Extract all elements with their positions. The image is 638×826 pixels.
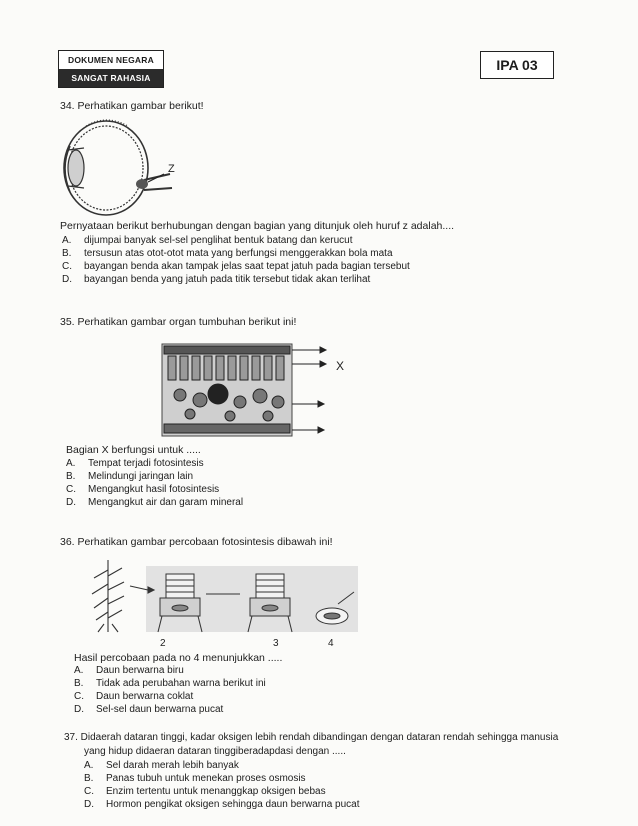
question-34-stem: Pernyataan berikut berhubungan dengan bagian yang ditunjuk oleh huruf z adalah.... (60, 220, 455, 232)
question-36-stem: Hasil percobaan pada no 4 menunjukkan ..... (74, 652, 283, 664)
question-34-title: 34. Perhatikan gambar berikut! (60, 100, 204, 112)
question-36-title: 36. Perhatikan gambar percobaan fotosintesis dibawah ini! (60, 536, 333, 548)
question-35-stem: Bagian X berfungsi untuk ..... (66, 444, 201, 456)
question-35-title: 35. Perhatikan gambar organ tumbuhan berikut ini! (60, 316, 297, 328)
question-36-option-b[interactable]: B. Tidak ada perubahan warna berikut ini (74, 678, 266, 689)
question-34-option-b[interactable]: B. tersusun atas otot-otot mata yang berfungsi menggerakkan bola mata (62, 248, 393, 259)
question-35-option-c[interactable]: C. Mengangkut hasil fotosintesis (66, 484, 220, 495)
question-37-option-a[interactable]: A. Sel darah merah lebih banyak (84, 760, 239, 771)
question-37-line-1: 37. Didaerah dataran tinggi, kadar oksigen lebih rendah dibandingan dengan dataran rendah sehingga manusia (64, 732, 559, 743)
question-34-option-a[interactable]: A. dijumpai banyak sel-sel penglihat bentuk batang dan kerucut (62, 235, 353, 246)
question-37-option-d[interactable]: D. Hormon pengikat oksigen sehingga daun berwarna pucat (84, 799, 360, 810)
question-37-line-2: yang hidup didaeran dataran tinggiberadapdasi dengan ..... (84, 746, 346, 757)
document-classification-box (58, 50, 164, 88)
subject-code: IPA 03 (480, 51, 554, 79)
question-36-option-d[interactable]: D. Sel-sel daun berwarna pucat (74, 704, 224, 715)
secrecy-label: SANGAT RAHASIA (59, 69, 163, 87)
photosynthesis-experiment-diagram (80, 556, 362, 650)
question-35-option-a[interactable]: A. Tempat terjadi fotosintesis (66, 458, 204, 469)
experiment-label-3: 3 (273, 638, 279, 649)
question-36-option-c[interactable]: C. Daun berwarna coklat (74, 691, 194, 702)
question-34-option-c[interactable]: C. bayangan benda akan tampak jelas saat tepat jatuh pada bagian tersebut (62, 261, 410, 272)
document-type-label: DOKUMEN NEGARA (59, 51, 163, 69)
question-34-option-d[interactable]: D. bayangan benda yang jatuh pada titik tersebut tidak akan terlihat (62, 274, 371, 285)
question-37-option-c[interactable]: C. Enzim tertentu untuk menanggkap oksigen bebas (84, 786, 326, 797)
question-35-option-b[interactable]: B. Melindungi jaringan lain (66, 471, 194, 482)
eye-diagram (58, 114, 198, 220)
experiment-label-4: 4 (328, 638, 334, 649)
question-37-option-b[interactable]: B. Panas tubuh untuk menekan proses osmosis (84, 773, 306, 784)
leaf-label-x: X (336, 359, 345, 373)
leaf-cross-section-diagram (160, 340, 360, 440)
eye-label-z: Z (168, 163, 175, 175)
experiment-label-2: 2 (160, 638, 166, 649)
question-35-option-d[interactable]: D. Mengangkut air dan garam mineral (66, 497, 244, 508)
question-36-option-a[interactable]: A. Daun berwarna biru (74, 665, 184, 676)
